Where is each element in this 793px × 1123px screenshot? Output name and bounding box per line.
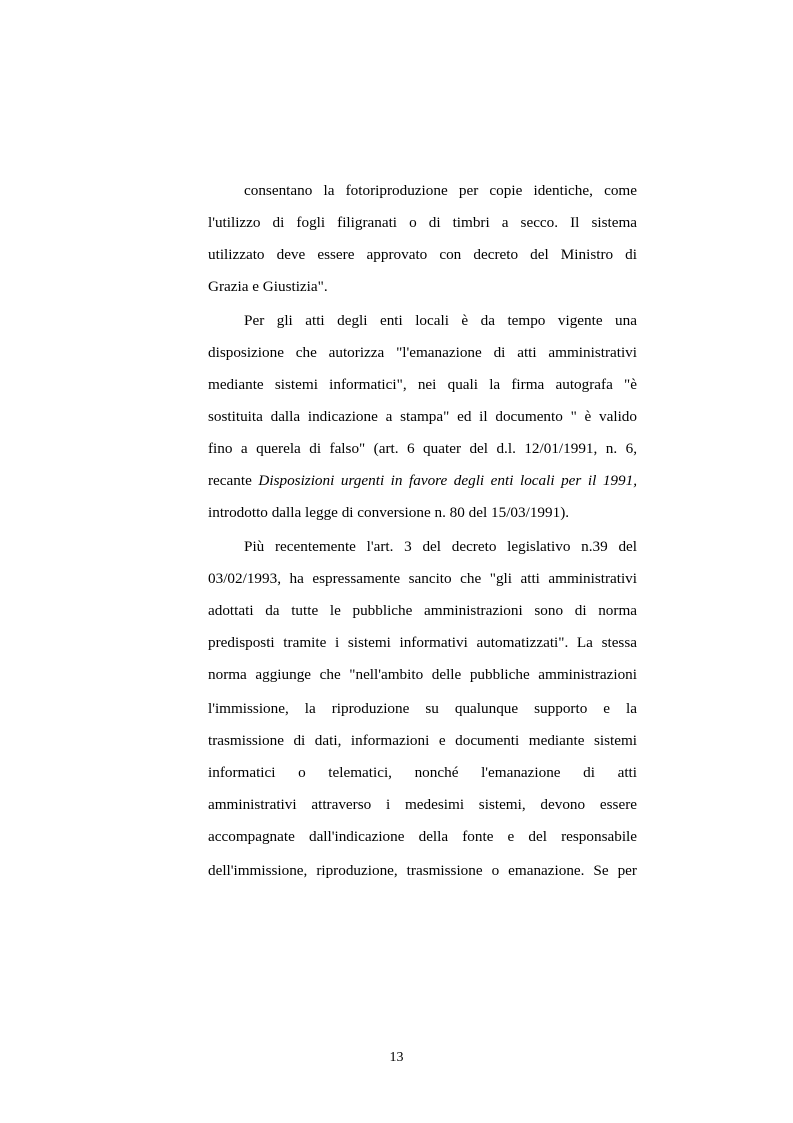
page-number: 13 (389, 1050, 404, 1065)
law-title-italic: Disposizioni urgenti in favore degli enti locali per il 1991, (258, 472, 637, 489)
text-line: adottati da tutte le pubbliche amministrazioni sono di norma (208, 602, 637, 619)
text-line: fino a querela di falso" (art. 6 quater del d.l. 12/01/1991, n. 6, (208, 440, 637, 457)
text-line: mediante sistemi informatici", nei quali la firma autografa "è (208, 376, 637, 393)
text-line: Più recentemente l'art. 3 del decreto legislativo n.39 del (244, 538, 637, 555)
text-line (208, 471, 637, 491)
text-line: sostituita dalla indicazione a stampa" ed il documento " è valido (208, 408, 637, 425)
text-line: amministrativi attraverso i medesimi sistemi, devono essere (208, 796, 637, 813)
text-segment: recante (208, 472, 259, 489)
text-line: introdotto dalla legge di conversione n. 80 del 15/03/1991). (208, 504, 570, 521)
text-line: 03/02/1993, ha espressamente sancito che "gli atti amministrativi (208, 570, 637, 587)
text-line: consentano la fotoriproduzione per copie identiche, come (244, 182, 637, 199)
text-line: norma aggiunge che "nell'ambito delle pubbliche amministrazioni (208, 666, 637, 683)
text-line: utilizzato deve essere approvato con decreto del Ministro di (208, 246, 637, 263)
text-line: Per gli atti degli enti locali è da tempo vigente una (244, 312, 637, 329)
text-line: l'immissione, la riproduzione su qualunque supporto e la (208, 700, 637, 717)
text-line: l'utilizzo di fogli filigranati o di timbri a secco. Il sistema (208, 214, 637, 231)
text-line: trasmissione di dati, informazioni e documenti mediante sistemi (208, 732, 637, 749)
text-line: accompagnate dall'indicazione della fonte e del responsabile (208, 828, 637, 845)
text-line: Grazia e Giustizia". (208, 278, 328, 295)
text-line: dell'immissione, riproduzione, trasmissione o emanazione. Se per (208, 862, 637, 879)
text-line: predisposti tramite i sistemi informativi automatizzati". La stessa (208, 634, 637, 651)
text-line: informatici o telematici, nonché l'emanazione di atti (208, 764, 637, 781)
text-line: disposizione che autorizza "l'emanazione di atti amministrativi (208, 344, 637, 361)
